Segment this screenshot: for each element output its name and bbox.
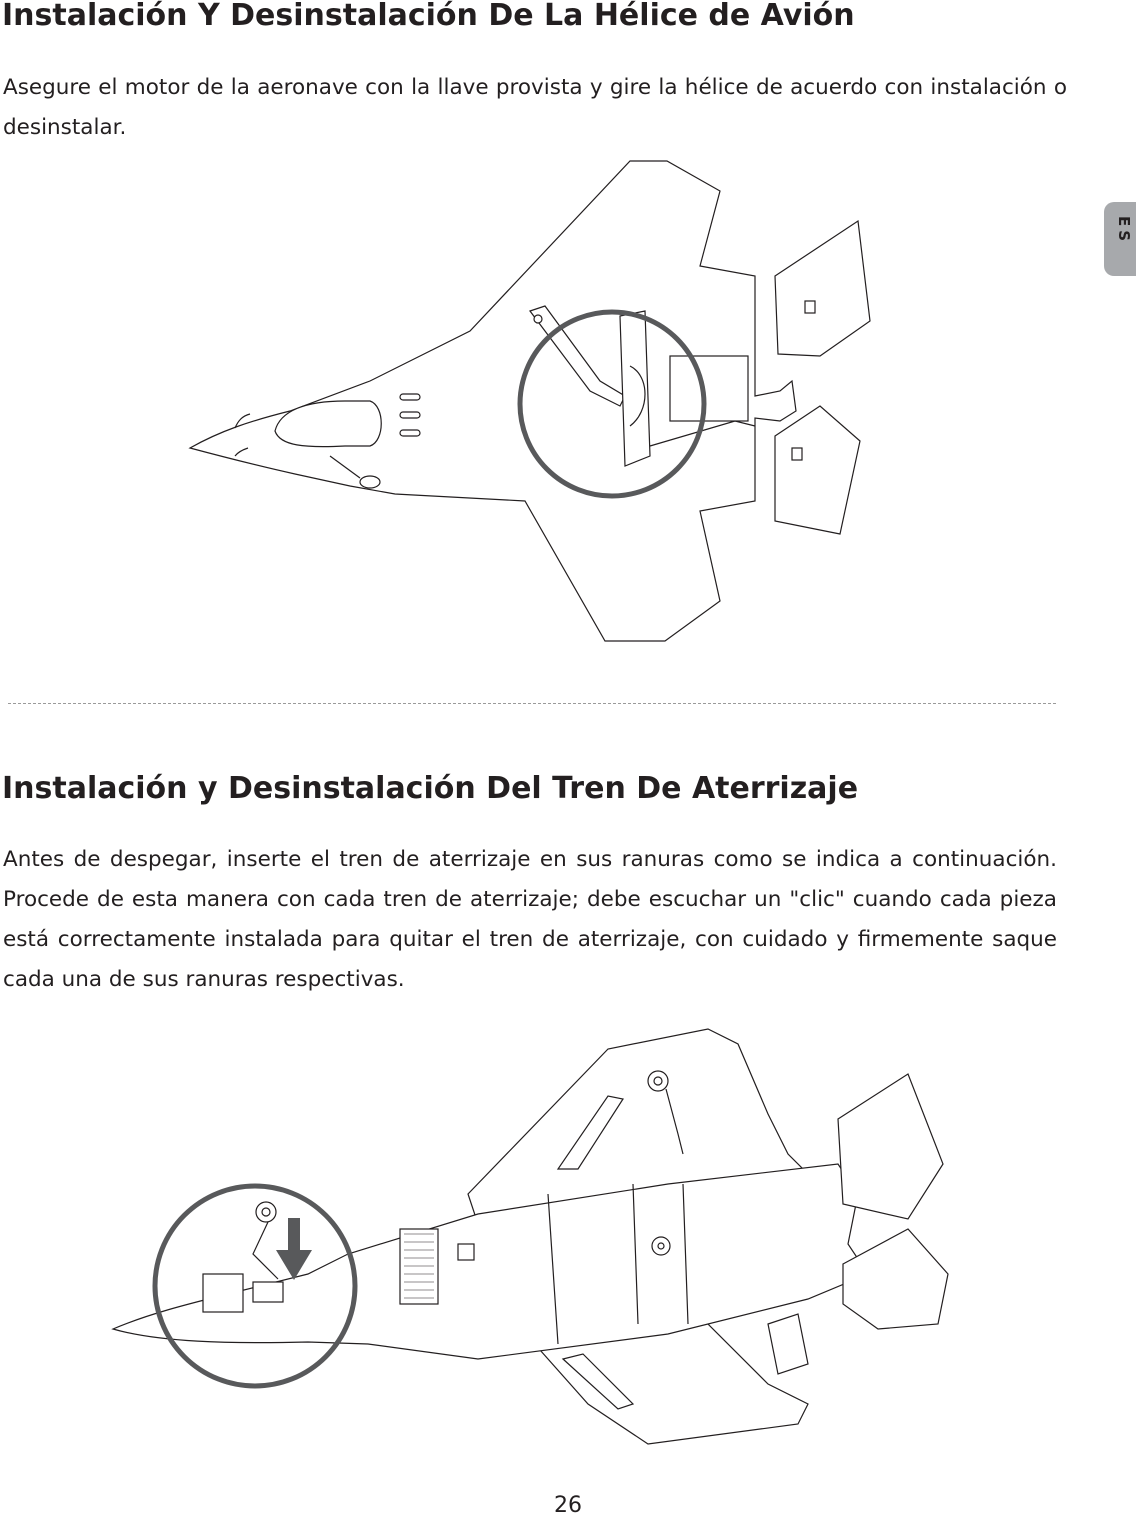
down-arrow-icon <box>276 1218 312 1280</box>
motor-bay <box>670 356 748 421</box>
lower-tail <box>775 406 860 534</box>
landing-gear-diagram <box>108 1024 958 1452</box>
landing-gear-instructions: Antes de despegar, inserte el tren de aterrizaje en sus ranuras como se indica a continuación. Procede de esta manera con cada tren de aterrizaje; debe escuchar un "clic" cuando cada pieza está correctamente instalada para quitar el tren de aterrizaje, con cuidado y firmemente saque cada una de sus ranuras respectivas. <box>3 847 1057 992</box>
upper-tail <box>838 1074 943 1219</box>
propeller <box>620 311 650 466</box>
section-divider <box>8 703 1056 704</box>
upper-tail <box>775 221 870 356</box>
page-number: 26 <box>554 1493 582 1518</box>
language-tab-label: ES <box>1115 216 1133 246</box>
lower-tail <box>843 1229 948 1329</box>
propeller-diagram <box>180 156 880 646</box>
canopy <box>275 401 381 447</box>
propeller-instructions: Asegure el motor de la aeronave con la llave provista y gire la hélice de acuerdo con instalación o desinstalar. <box>3 75 1067 140</box>
vent-grill <box>400 1229 438 1304</box>
section-title-landing-gear: Instalación y Desinstalación Del Tren De Aterrizaje <box>2 771 859 806</box>
language-tab <box>1104 202 1136 276</box>
section-title-propeller: Instalación Y Desinstalación De La Hélice de Avión <box>2 0 855 33</box>
